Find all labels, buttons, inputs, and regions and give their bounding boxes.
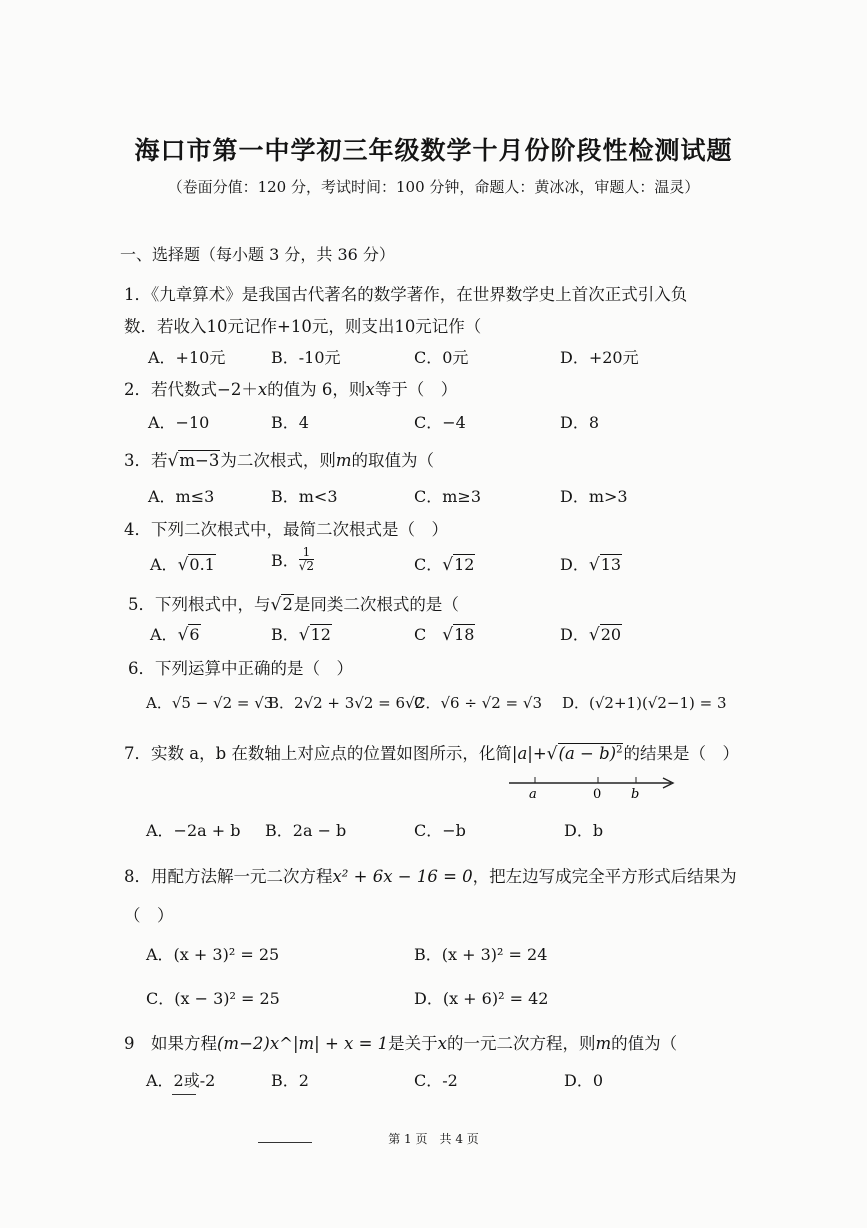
q9-option-d: D．0 <box>564 1071 604 1090</box>
question-7 <box>124 740 739 764</box>
q4-a-radicand: 0.1 <box>189 555 215 574</box>
q2-variable-2: x <box>365 380 375 399</box>
q9-option-b: B．2 <box>271 1071 309 1090</box>
q1-option-d: D．+20元 <box>560 348 639 367</box>
page-title: 海口市第一中学初三年级数学十月份阶段性检测试题 <box>134 136 733 165</box>
q5-radical: √2 <box>270 595 293 615</box>
q5-prefix: 5．下列根式中，与 <box>128 595 271 614</box>
q3-radical: √m−3 <box>167 451 220 471</box>
q7-suffix: 的结果是（ ） <box>623 744 739 763</box>
q2-suffix: 的值为 6，则 <box>267 380 366 399</box>
q3-option-c: C．m≥3 <box>414 487 482 506</box>
q1-option-c: C．0元 <box>414 348 469 367</box>
q5-d-radicand: 20 <box>600 625 622 644</box>
q8-equation: x² + 6x − 16 = 0 <box>332 867 473 886</box>
q2-option-b: B．4 <box>271 413 309 432</box>
q8-option-d: D．(x + 6)² = 42 <box>414 989 549 1008</box>
q7-absolute: |a|+ <box>511 744 547 763</box>
q3-suffix-2: 的取值为（ <box>351 451 434 470</box>
q7-radicand: (a − b) <box>558 744 617 763</box>
q4-b-label: B． <box>271 551 299 570</box>
q4-a-label: A． <box>150 555 178 574</box>
q4-c-label: C． <box>414 555 443 574</box>
q3-option-a: A．m≤3 <box>148 487 215 506</box>
q5-c-radicand: 18 <box>454 625 475 644</box>
q3-option-d: D．m>3 <box>560 487 628 506</box>
q7-option-d: D．b <box>564 821 604 840</box>
q9-suffix: 是关于 <box>388 1034 438 1053</box>
q4-a-radical: √0.1 <box>177 555 215 575</box>
q5-a-label: A． <box>150 625 178 644</box>
q3-option-b: B．m<3 <box>271 487 338 506</box>
q2-option-a: A．−10 <box>148 413 210 432</box>
q6-option-b: B．2√2 + 3√2 = 6√2 <box>268 694 425 712</box>
q4-c-radicand: 12 <box>454 555 475 574</box>
q9-suffix-2: 的一元二次方程，则 <box>446 1034 596 1053</box>
q6-option-d: D．(√2+1)(√2−1) = 3 <box>562 694 727 712</box>
q5-option-a <box>150 622 201 645</box>
q4-b-fraction: $\frac{1}{√2}$ <box>298 545 315 573</box>
pen-underline <box>172 1094 196 1095</box>
page-footer: 第 1 页 共 4 页 <box>388 1132 479 1146</box>
axis-label-b: b <box>631 787 640 800</box>
q4-c-radical: √12 <box>442 555 475 575</box>
q2-option-d: D．8 <box>560 413 600 432</box>
q3-prefix: 3．若 <box>124 451 168 470</box>
q4-d-label: D． <box>560 555 589 574</box>
exam-info: （卷面分值：120 分，考试时间：100 分钟，命题人：黄冰冰，审题人：温灵） <box>167 178 700 196</box>
axis-label-a: a <box>529 787 537 800</box>
question-6: 6．下列运算中正确的是（ ） <box>128 659 353 678</box>
question-3: 3．若√m−3为二次根式，则m的取值为（ <box>124 451 434 471</box>
q7-prefix: 7．实数 a，b 在数轴上对应点的位置如图所示，化简 <box>124 744 512 763</box>
question-8-line-1 <box>124 863 737 887</box>
q8-option-b: B．(x + 3)² = 24 <box>414 945 548 964</box>
q4-b-numerator: 1 <box>302 545 311 559</box>
q5-b-radicand: 12 <box>310 625 331 644</box>
axis-label-zero: 0 <box>593 787 602 800</box>
q7-option-a: A．−2a + b <box>146 821 241 840</box>
q1-option-b: B．-10元 <box>271 348 341 367</box>
q4-option-d <box>560 552 622 575</box>
q5-radicand: 2 <box>282 595 293 614</box>
q9-equation: (m−2)x^|m| + x = 1 <box>217 1034 389 1053</box>
q7-option-b: B．2a − b <box>265 821 347 840</box>
q5-suffix: 是同类二次根式的是（ <box>293 595 459 614</box>
q8-prefix: 8．用配方法解一元二次方程 <box>124 867 333 886</box>
q4-d-radical: √13 <box>588 555 622 575</box>
q4-d-radicand: 13 <box>600 555 622 574</box>
q8-option-a: A．(x + 3)² = 25 <box>146 945 280 964</box>
q5-option-d <box>560 622 622 645</box>
q2-suffix-2: 等于（ ） <box>374 380 458 399</box>
q5-option-c <box>414 622 475 645</box>
question-8-line-2: （ ） <box>124 906 174 925</box>
q4-option-c <box>414 552 475 575</box>
q5-d-radical: √20 <box>588 625 622 645</box>
q7-option-c: C．−b <box>414 821 466 840</box>
q2-variable: x <box>257 380 268 399</box>
q3-radicand: m−3 <box>179 451 220 470</box>
question-1-line-1: 1．《九章算术》是我国古代著名的数学著作，在世界数学史上首次正式引入负 <box>124 285 688 304</box>
q2-option-c: C．−4 <box>414 413 466 432</box>
question-5 <box>128 591 459 615</box>
q1-option-a: A．+10元 <box>148 348 226 367</box>
q9-option-a: A．2或-2 <box>146 1071 216 1090</box>
q5-b-label: B． <box>271 625 299 644</box>
q2-prefix: 2．若代数式 <box>124 380 217 399</box>
q4-option-b <box>271 546 314 573</box>
q9-option-c: C．-2 <box>414 1071 458 1090</box>
q6-option-a: A．√5 − √2 = √3 <box>146 694 274 712</box>
q7-radical: $√(a - b)^2$ <box>546 744 623 764</box>
q4-b-denominator: 2 <box>306 559 315 573</box>
q9-prefix: 9 如果方程 <box>124 1034 217 1053</box>
q5-c-label: C <box>414 625 443 644</box>
q9-suffix-3: 的值为（ <box>611 1034 678 1053</box>
q5-a-radical: √6 <box>177 625 200 645</box>
q4-option-a <box>150 552 216 575</box>
q8-suffix: ，把左边写成完全平方形式后结果为 <box>472 867 737 886</box>
question-2 <box>124 376 457 400</box>
q6-option-c: C．√6 ÷ √2 = √3 <box>414 694 542 712</box>
section-heading: 一、选择题（每小题 3 分，共 36 分） <box>120 245 395 264</box>
number-line-figure <box>505 772 680 800</box>
q5-b-radical: √12 <box>298 625 331 645</box>
q8-option-c: C．(x − 3)² = 25 <box>146 989 280 1008</box>
q2-expression: −2＋ <box>217 380 258 399</box>
q5-c-radical: √18 <box>442 625 475 645</box>
q5-a-radicand: 6 <box>189 625 200 644</box>
q5-option-b <box>271 622 332 645</box>
q3-suffix: 为二次根式，则 <box>220 451 336 470</box>
question-1-line-2: 数．若收入10元记作+10元，则支出10元记作（ <box>124 317 482 336</box>
question-9: 9 如果方程(m−2)x^|m| + x = 1是关于x的一元二次方程，则m的值为（ <box>124 1034 678 1053</box>
question-4: 4．下列二次根式中，最简二次根式是（ ） <box>124 520 448 539</box>
q5-d-label: D． <box>560 625 589 644</box>
